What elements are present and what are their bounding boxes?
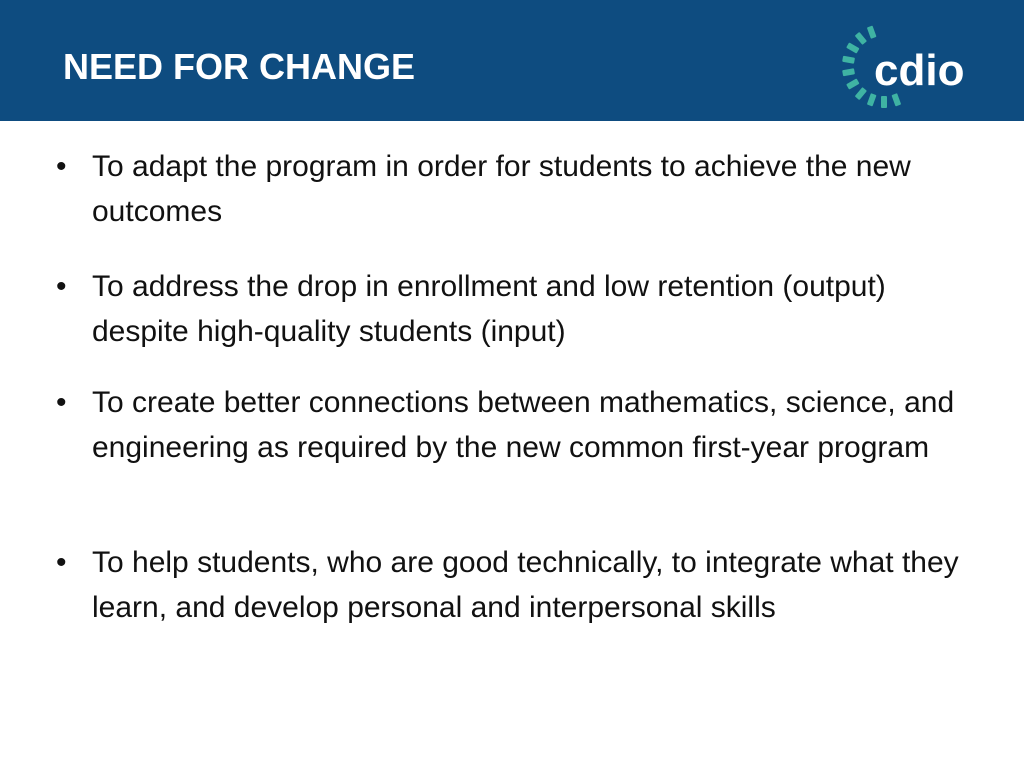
bullet-text: To help students, who are good technically, to integrate what they learn, and develop personal and interpersonal skills [92,546,959,624]
bullet-marker: • [56,270,67,303]
bullet-text: To create better connections between mathematics, science, and engineering as required by the new common first-year program [92,386,955,464]
bullet-text: To adapt the program in order for students to achieve the new outcomes [92,150,911,228]
logo-text: cdio [874,46,965,95]
slide-title: NEED FOR CHANGE [63,46,416,87]
bullet-marker: • [56,386,67,419]
bullet-marker: • [56,150,67,183]
bullet-text: To address the drop in enrollment and low retention (output) despite high-quality students (input) [92,270,886,348]
bullet-marker: • [56,546,67,579]
